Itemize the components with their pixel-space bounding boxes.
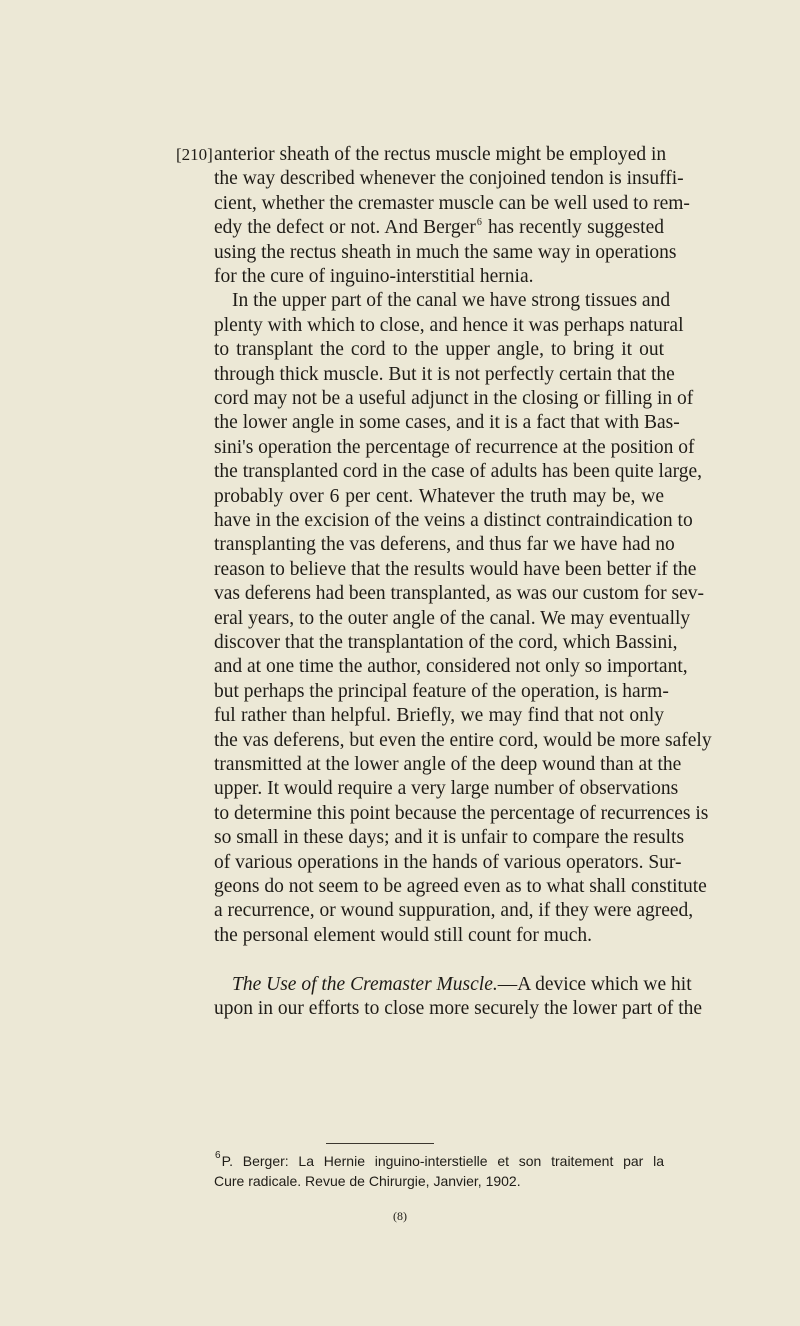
text-line: transplanting the vas deferens, and thus far we have had no — [214, 534, 675, 556]
footnote-marker: 6 — [215, 1150, 221, 1161]
text-line: so small in these days; and it is unfair to compare the results — [214, 827, 685, 849]
text-line: upon in our efforts to close more securely the lower part of the — [214, 998, 703, 1019]
text-line: probably over 6 per cent. Whatever the truth may be, we — [214, 485, 664, 507]
text-line: cord may not be a useful adjunct in the closing or filling in of — [214, 388, 694, 409]
text-line: upper. It would require a very large number of observations — [214, 778, 679, 800]
text-line: the vas deferens, but even the entire cord, would be more safely — [214, 729, 712, 751]
text-line: and at one time the author, considered not only so important, — [214, 656, 688, 678]
text-line: but perhaps the principal feature of the operation, is harm- — [214, 680, 669, 702]
section-heading: The Use of the Cremaster Muscle. — [232, 973, 498, 995]
text-line: reason to believe that the results would have been better if the — [214, 558, 697, 580]
text-line: the way described whenever the conjoined tendon is insuffi- — [214, 168, 684, 190]
text-line: the lower angle in some cases, and it is a fact that with Bas- — [214, 412, 680, 434]
text-line: discover that the transplantation of the cord, which Bassini, — [214, 632, 678, 653]
text-line: vas deferens had been transplanted, as was our custom for sev- — [214, 583, 705, 605]
text-line: geons do not seem to be agreed even as to what shall constitute — [214, 876, 707, 897]
page-reference: [210] — [176, 145, 213, 164]
text-line: through thick muscle. But it is not perfectly certain that the — [214, 363, 675, 385]
text-line: the personal element would still count for much. — [214, 924, 592, 946]
text-line: In the upper part of the canal we have strong tissues and — [232, 290, 671, 312]
footnote-ref-mark: 6 — [476, 217, 482, 229]
text-line: have in the excision of the veins a distinct contraindication to — [214, 510, 693, 531]
text-line: ful rather than helpful. Briefly, we may find that not only — [214, 705, 664, 727]
footnote-text: P. Berger: La Hernie inguino-interstielle et son traitement par la — [221, 1153, 664, 1169]
text-line: anterior sheath of the rectus muscle might be employed in — [214, 144, 667, 165]
text-line: plenty with which to close, and hence it was perhaps natural — [214, 314, 684, 336]
text-line: sini's operation the percentage of recurrence at the position of — [214, 436, 695, 458]
text-line: for the cure of inguino-interstitial hernia. — [214, 266, 534, 287]
page-number: (8) — [393, 1209, 407, 1223]
footnote-line — [214, 1152, 664, 1170]
text-line: eral years, to the outer angle of the canal. We may eventually — [214, 607, 691, 629]
text-line: of various operations in the hands of various operators. Sur- — [214, 851, 682, 873]
footnote-line: Cure radicale. Revue de Chirurgie, Janvier, 1902. — [214, 1173, 521, 1189]
text-line: to determine this point because the percentage of recurrences is — [214, 802, 709, 824]
text-line: transmitted at the lower angle of the deep wound than at the — [214, 754, 682, 775]
text-line: a recurrence, or wound suppuration, and, if they were agreed, — [214, 900, 694, 922]
text-line: the transplanted cord in the case of adults has been quite large, — [214, 461, 703, 483]
text-line: cient, whether the cremaster muscle can be well used to rem- — [214, 192, 690, 214]
text-fragment: edy the defect or not. And Berger — [214, 217, 476, 239]
text-fragment: —A device which we hit — [497, 973, 692, 995]
section-heading-line — [214, 973, 692, 997]
text-fragment: has recently suggested — [487, 217, 664, 239]
text-line-berger — [214, 216, 664, 240]
text-line: to transplant the cord to the upper angle, to bring it out — [214, 339, 664, 361]
footnote-divider — [326, 1143, 434, 1144]
text-line: using the rectus sheath in much the same way in operations — [214, 241, 677, 263]
